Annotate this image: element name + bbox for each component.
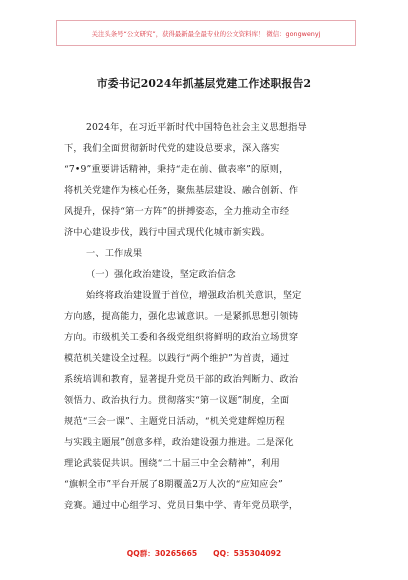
body-line: 济中心建设步伐，践行中国式现代化城市新实践。: [64, 227, 271, 238]
subsection-heading: （一）强化政治建设，坚定政治信念: [86, 269, 236, 280]
body-line: 领悟力、政治执行力。贯彻落实“第一议题”制度，全面: [64, 395, 290, 406]
header-banner-text: 关注头条号“公文研究”，获得最新最全最专业的公文资料库！ 微信：gongwenyj: [91, 29, 321, 38]
body-line: 将机关党建作为核心任务，聚焦基层建设、融合创新、作: [64, 185, 299, 196]
footer-qq-number: QQ：535304092: [213, 549, 282, 558]
footer-qq-group: QQ群：30265665: [126, 549, 198, 558]
header-banner: [56, 20, 356, 46]
document-title: 市委书记2024年抓基层党建工作述职报告2: [96, 77, 312, 90]
body-line: 2024年，在习近平新时代中国特色社会主义思想指导: [86, 122, 307, 133]
body-line: 方向感，提高能力，强化忠诚意识。一是紧抓思想引领铸: [64, 311, 299, 322]
body-line: 始终将政治建设置于首位，增强政治机关意识，坚定: [86, 290, 302, 301]
section-heading: 一、工作成果: [86, 248, 143, 259]
body-line: 规范“三会一课”、主题党日活动，“机关党建辉煌历程: [64, 416, 285, 427]
body-line: 竞赛。通过中心组学习、党员日集中学、青年党员联学，: [64, 500, 299, 511]
body-line: 下，我们全面贯彻新时代党的建设总要求，深入落实: [64, 143, 280, 154]
body-line: 与实践主题展”创意多样，政治建设强力推进。二是深化: [64, 437, 294, 448]
body-line: “7•9”重要讲话精神，秉持“走在前、做表率”的原则，: [64, 164, 289, 175]
body-line: 风提升，保持“第一方阵”的拼搏姿态，全力推动全市经: [64, 206, 290, 217]
footer-contact: [0, 548, 408, 559]
body-line: 系统培训和教育，显著提升党员干部的政治判断力、政治: [64, 374, 299, 385]
body-line: 方向。市级机关工委和各级党组织将鲜明的政治立场贯穿: [64, 332, 299, 343]
body-line: 理论武装促共识。围绕“二十届三中全会精神”，利用: [64, 458, 280, 469]
body-line: “旗帜全市”平台开展了8期覆盖2万人次的“应知应会”: [64, 479, 283, 490]
body-line: 模范机关建设全过程。以践行“两个维护”为首责，通过: [64, 353, 290, 364]
